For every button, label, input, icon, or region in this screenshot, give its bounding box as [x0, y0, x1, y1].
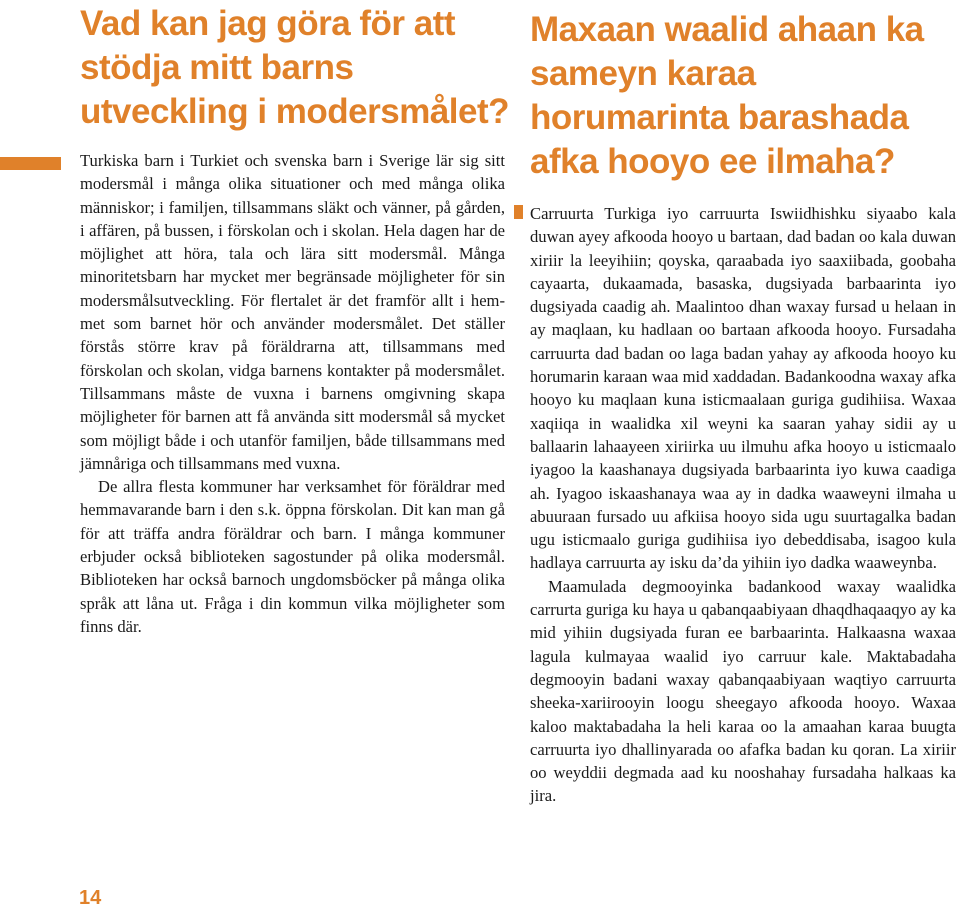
somali-paragraph-2: Maamulada degmooyinka badankood waxay waalidka carrurta guriga ku haya u qabanqaabiyaan dhaqdhaqaaqyo ay ka mid yihiin dugsiyada furan ee barbaarinta. Halkaasna waxaa lagula kulmayaa waalid iyo carruur kale. Maktabadaha degmooyin badani waxay qabanqaabiyaan waqtiyo carruurta sheeka-xariirooyin loogu sheegayo afkooda hooyo. Waxaa kaloo maktabadaha la heli karaa oo la amaahan karaa buugta carruurta iyo dhallinyarada oo afafka badan ku qoran. La xiriir oo weyddii degmada aad ku nooshahay fursadaha halkaas ka jira.	[530, 576, 956, 806]
page-number: 14	[79, 887, 102, 909]
somali-heading: Maxaan waalid ahaan ka sameyn karaa horumarinta barashada afka hooyo ee ilmaha?	[530, 10, 924, 181]
swedish-paragraph-1: Turkiska barn i Turkiet och svenska barn i Sverige lär sig sitt modersmål i många olika situationer och med många olika människor; i familjen, tillsammans släkt och vänner, på gården, i affären, på bussen, i förskolan och i skolan. Hela dagen har de möjlighet att höra, tala och lära sitt modersmål. Många minoritetsbarn har mycket mer begränsade möjligheter för sin modersmålsutveckling. För flertalet är det framför allt i hemmet som barnet hör och använder modersmålet. Det ställer förstås större krav på föräldrarna att, tillsammans med förskolan och skolan, vidga barnens kontakter på modersmålet. Tillsammans måste de vuxna i barnens omgivning skapa möjligheter för barnen att få använda sitt modersmål så mycket som möjligt både i och utanför familjen, både tillsammans med jämnåriga och tillsammans med vuxna.	[80, 151, 505, 473]
somali-paragraph-1: Carruurta Turkiga iyo carruurta Iswiidhishku siyaabo kala duwan ayey afkooda hooyo u bartaan, dad badan oo kala duwan xiriir la leeyihiin; qoyska, qaraabada iyo saaxiibada, goobaha cayaarta, dukaamada, basaska, dugsiyada barbaarinta iyo dugsiyada caadig ah. Maalintoo dhan waxay fursad u helaan in ay maqlaan, ku hadlaan oo bartaan afkooda hooyo. Fursadaha carruurta dad badan oo laga badan yahay ay afkooda hooyo ku horumarin karaan waa mid xaddadan. Badankoodna waxay afka hooyo ku maqlaan kuna isticmaalaan guriga gudihiisa. Waxaa xaqiiqa in waalidka xil weyni ka saaran yahay sidii ay u ballaarin lahaayeen xiriirka uu ilmuhu afka hooyo u isticmaalo iyagoo la kaashanaya dugsiyada barbaarinta iyo kuwa caadiga ah. Iyagoo iskaashanaya waa ay in dadka waaweyni ilmaha u abuuraan fursado uu afkiisa hooyo sida ugu suurtagalka badan ugu isticmaalo guriga gudihiisa iyo debeddisaba, isagoo kula hadlaya carruurta ay isku da’da yihiin iyo dadka waaweynba.	[530, 204, 956, 573]
section-marker-swedish	[0, 157, 61, 170]
swedish-heading: Vad kan jag göra för att stödja mitt barns utveckling i modersmålet?	[80, 4, 510, 131]
section-marker-somali	[514, 205, 523, 219]
swedish-body	[80, 149, 505, 638]
somali-body	[530, 202, 956, 808]
swedish-paragraph-2: De allra flesta kommuner har verksamhet för föräldrar med hemmavarande barn i den s.k. öppna förskolan. Dit kan man gå för att träffa andra föräldrar och barn. I många kommuner erbjuder också biblioteken sagostunder på olika modersmål. Biblioteken har också barnoch ungdomsböcker på många olika språk att låna ut. Fråga i din kommun vilka möjligheter som finns där.	[80, 477, 505, 636]
